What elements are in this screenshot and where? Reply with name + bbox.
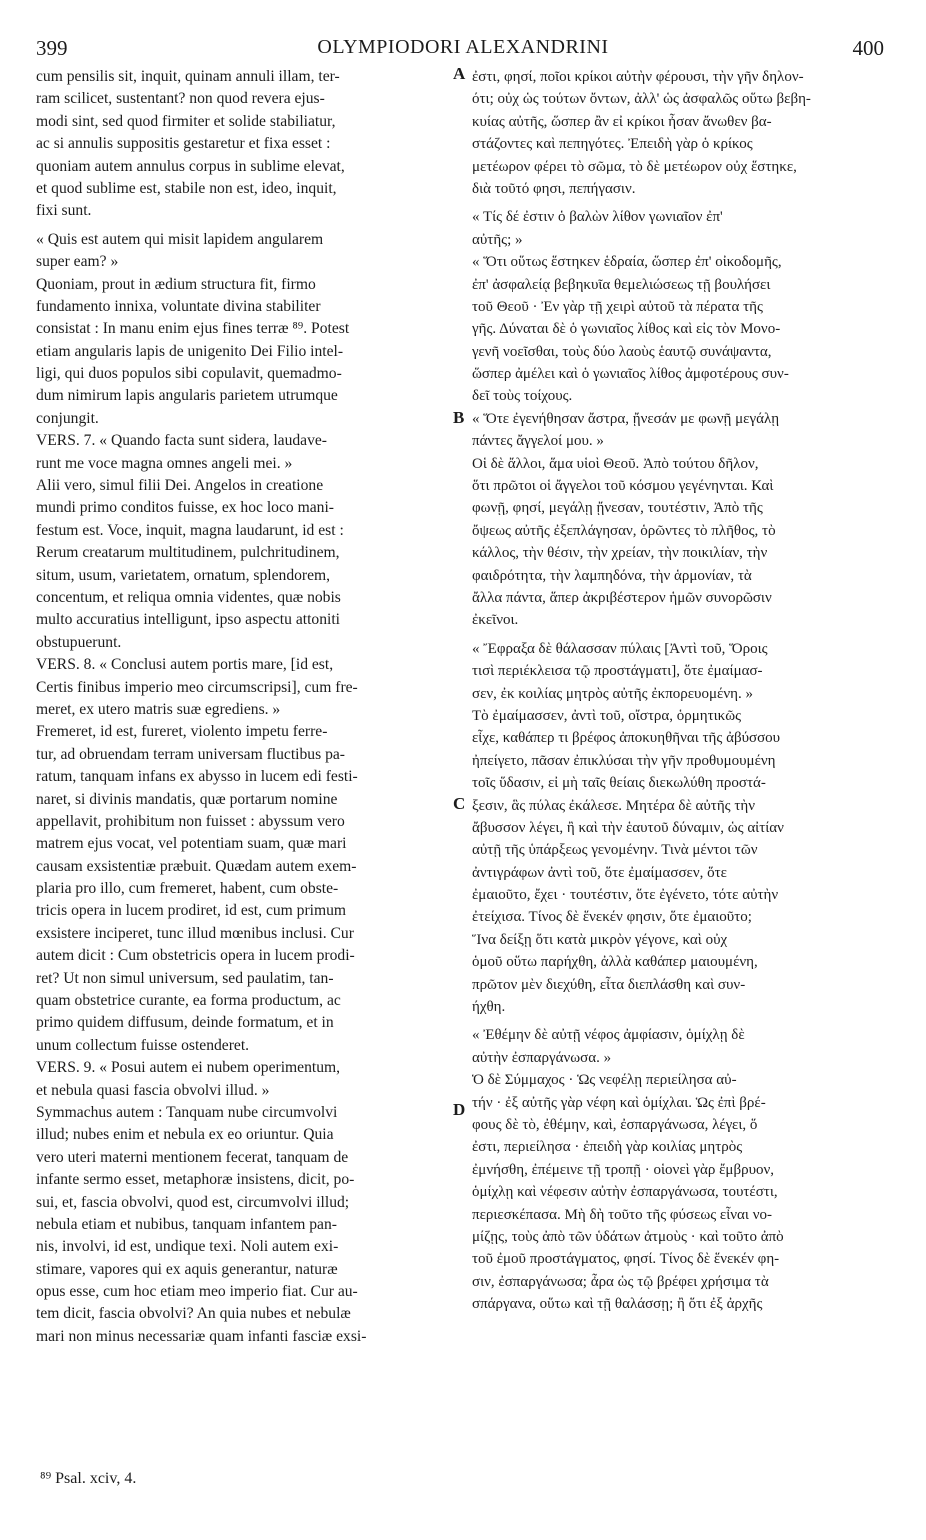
text-line: ac si annulis suppositis gestaretur et fixa esset : [36, 135, 331, 153]
text-line: διὰ τοῦτό φησι, πεπήγασιν. [472, 180, 636, 197]
text-line: quoniam autem annulus corpus in sublime elevat, [36, 157, 345, 175]
text-line: naret, si divinis mandatis, quæ portarum nomine [36, 790, 338, 808]
text-line: opus esse, cum hoc etiam meo imperio fiat. Cur au- [36, 1283, 358, 1301]
text-line: VERS. 8. « Conclusi autem portis mare, [id est, [36, 656, 334, 674]
running-title: OLYMPIODORI ALEXANDRINI [317, 36, 609, 58]
text-line: Symmachus autem : Tanquam nube circumvolvi [36, 1103, 338, 1121]
text-line: Fremeret, id est, fureret, violento impetu ferre- [36, 723, 328, 741]
text-line: κυίας αὐτῆς, ὥσπερ ἂν εἰ κρίκοι ἦσαν ἄνωθεν βα- [472, 113, 772, 130]
text-line: στάζοντες καὶ πεπηγότες. Ἐπειδὴ γὰρ ὁ κρίκος [472, 136, 753, 153]
text-line: VERS. 9. « Posui autem ei nubem operimentum, [36, 1059, 341, 1077]
text-line: « Τίς δέ ἐστιν ὁ βαλὼν λίθον γωνιαῖον ἐπ' [472, 209, 723, 226]
latin-column [36, 66, 448, 1348]
text-line: modi sint, sed quod firmiter et solide stabiliatur, [36, 112, 336, 130]
text-line: τήν · ἐξ αὐτῆς γὰρ νέφη καὶ ὁμίχλαι. Ὡς ἐπὶ βρέ- [472, 1094, 766, 1111]
text-line: τοῖς ὕδασιν, εἰ μὴ ταῖς θείαις διεκωλύθη προστά- [472, 775, 766, 792]
text-line: Ἵνα δείξῃ ὅτι κατὰ μικρὸν γέγονε, καὶ οὐχ [472, 931, 728, 948]
text-line: ret? Ut non simul universum, sed paulatim, tan- [36, 969, 334, 987]
margin-marker-d: D [453, 1100, 466, 1119]
text-line: vero uteri materni mentionem fecerat, tanquam de [36, 1148, 349, 1166]
text-line: πάντες ἄγγελοί μου. » [472, 433, 604, 450]
text-line: ἠπείγετο, πᾶσαν ἐπικλύσαι τὴν γῆν προθυμουμένη [472, 752, 776, 769]
text-line: φωνῇ, φησί, μεγάλῃ ᾔνεσαν, τουτέστιν, Ἀπὸ τῆς [472, 500, 763, 517]
text-line: « Ἔφραξα δὲ θάλασσαν πύλαις [Ἀντὶ τοῦ, Ὅροις [472, 640, 768, 657]
text-line: conjungit. [36, 409, 99, 427]
text-line: tricis opera in lucem prodiret, id est, cum primum [36, 902, 347, 920]
text-line: plaria pro illo, cum fremeret, habent, cum obste- [36, 880, 339, 898]
text-line: infante sermo esset, metaphoræ insistens, dicit, po- [36, 1171, 355, 1189]
text-line: ἄλλα πάντα, ἅπερ ἀκριβέστερον ἡμῶν συνορῶσιν [472, 589, 772, 606]
text-line: VERS. 7. « Quando facta sunt sidera, laudave- [36, 432, 328, 450]
text-line: αὐτῆς; » [472, 231, 523, 248]
text-line: ήχθη. [472, 999, 506, 1016]
text-line: εἶχε, καθάπερ τι βρέφος ἀποκυηθῆναι τῆς ἀβύσσου [472, 730, 781, 747]
text-line: multo accuratius intelligunt, ipso aspectu attoniti [36, 611, 341, 629]
text-line: Ὁ δὲ Σύμμαχος · Ὡς νεφέλῃ περιείλησα αὐ- [472, 1072, 737, 1089]
text-line: super eam? » [36, 253, 119, 271]
text-line: nebula etiam et nubibus, tanquam infantem pan- [36, 1215, 337, 1233]
text-line: quam obstetrice curante, ea forma productum, ac [36, 992, 341, 1010]
text-line: festum est. Voce, inquit, magna laudarunt, id est : [36, 521, 344, 539]
text-line: τοῦ ἐμοῦ προστάγματος, φησί. Τίνος δὲ ἕνεκέν φη- [472, 1251, 780, 1268]
text-line: obstupuerunt. [36, 633, 122, 651]
page-header [0, 36, 926, 66]
text-line: τοῦ Θεοῦ · Ἐν γὰρ τῇ χειρὶ αὐτοῦ τὰ πέρατα τῆς [472, 298, 763, 315]
text-line: « Quis est autem qui misit lapidem angularem [36, 230, 324, 248]
text-line: ότι; οὐχ ὡς τούτων ὄντων, ἀλλ' ὡς ἀσφαλῶς οὕτω βεβη- [472, 91, 811, 108]
text-line: σιν, ἐσπαργάνωσα; ἆρα ὡς τῷ βρέφει χρήσιμα τὰ [472, 1273, 769, 1290]
margin-marker-a: A [453, 64, 466, 83]
text-line: Rerum creatarum multitudinem, pulchritudinem, [36, 544, 340, 562]
text-line: cum pensilis sit, inquit, quinam annuli illam, ter- [36, 68, 340, 85]
text-line: tem dicit, fascia obvolvi? An quia nubes et nebulæ [36, 1305, 351, 1323]
text-line: Quoniam, prout in ædium structura fit, firmo [36, 275, 316, 293]
text-line: mundi primo conditos fuisse, ex hoc loco mani- [36, 499, 334, 517]
text-line: causam exsistentiæ præbuit. Quædam autem exem- [36, 857, 357, 875]
text-line: αὐτῇ τῆς ὑπάρξεως γενομένην. Τινὰ μέντοι τῶν [472, 842, 758, 859]
text-line: μίζῃς, τοὺς ἀπὸ τῶν ὑδάτων ἀτμοὺς · καὶ τοῦτο ἀπὸ [472, 1228, 784, 1245]
text-line: autem dicit : Cum obstetricis opera in lucem prodi- [36, 947, 355, 965]
text-line: ξεσιν, ἃς πύλας ἐκάλεσε. Μητέρα δὲ αὐτῆς τὴν [472, 797, 756, 814]
text-line: Τὸ ἐμαίμασσεν, ἀντὶ τοῦ, οἴστρα, ὁρμητικῶς [472, 707, 742, 724]
text-line: ram scilicet, sustentant? non quod revera ejus- [36, 90, 325, 108]
text-line: δεῖ τοὺς τοίχους. [472, 388, 573, 405]
text-line: κάλλος, τὴν θέσιν, τὴν χρείαν, τὴν ποικιλίαν, τὴν [472, 545, 768, 562]
text-line: γενῆ νοεῖσθαι, τοὺς δύο λαοὺς ἑαυτῷ συνάψαντα, [472, 343, 772, 360]
text-line: concentum, et reliqua omnia videntes, quæ nobis [36, 588, 341, 606]
text-line: ἀντιγράφων ἀντὶ τοῦ, ὅτε ἐμαίμασσεν, ὅτε [472, 864, 727, 881]
text-line: « Ὅτε ἐγενήθησαν ἄστρα, ᾔνεσάν με φωνῇ μεγάλῃ [472, 410, 780, 427]
text-line: Alii vero, simul filii Dei. Angelos in creatione [36, 477, 324, 495]
text-line: unum collectum fuisse ostenderet. [36, 1036, 250, 1054]
text-line: fundamento innixa, voluntate divina stabiliter [36, 297, 321, 315]
text-line: ὥσπερ ἀμέλει καὶ ὁ γωνιαῖος λίθος ἀμφοτέρους συν- [472, 366, 789, 383]
text-line: ἐστι, περιείλησα · ἐπειδὴ γὰρ κοιλίας μητρὸς [472, 1139, 743, 1156]
margin-marker-b: B [453, 408, 465, 427]
text-line: ratum, tanquam infans ex abysso in lucem edi festi- [36, 768, 358, 786]
text-line: πρῶτον μὲν διεχύθη, εἶτα διεπλάσθη καὶ συν- [472, 976, 746, 993]
text-line: stimare, vapores qui ex aquis generantur, naturæ [36, 1260, 338, 1278]
text-line: σεν, ἐκ κοιλίας μητρὸς αὐτῆς ἐκπορευομένη. » [472, 685, 753, 702]
text-line: περιεσκέπασα. Μὴ δὴ τοῦτο τῆς φύσεως εἶναι νο- [472, 1206, 772, 1223]
text-line: αὐτὴν ἐσπαργάνωσα. » [472, 1049, 612, 1066]
text-line: runt me voce magna omnes angeli mei. » [36, 454, 293, 472]
text-line: sui, et, fascia obvolvi, quod est, circumvolvi illud; [36, 1193, 350, 1211]
text-line: et nebula quasi fascia obvolvi illud. » [36, 1081, 270, 1099]
text-line: ἐκεῖνοι. [472, 612, 519, 629]
text-line: ἐτείχισα. Τίνος δὲ ἕνεκέν φησιν, ὅτε ἐμαιοῦτο; [472, 909, 752, 926]
text-line: ligi, qui duos populos sibi copulavit, quemadmo- [36, 365, 342, 383]
text-line: « Ἐθέμην δὲ αὐτῇ νέφος ἀμφίασιν, ὁμίχλῃ δὲ [472, 1027, 745, 1044]
text-line: τισὶ περιέκλεισα τῷ προστάγματι], ὅτε ἐμαίμασ- [472, 663, 763, 680]
text-line: mari non minus necessariæ quam infanti fasciæ exsi- [36, 1327, 367, 1345]
text-line: tur, ad obruendam terram universam fluctibus pa- [36, 745, 345, 763]
text-line: σπάργανα, οὕτω καὶ τῇ θαλάσσῃ; ἢ ὅτι ἐξ ἀρχῆς [472, 1296, 763, 1313]
text-line: ἐμνήσθη, ἐπέμεινε τῇ τροπῇ · οἱονεὶ γὰρ ἔμβρυον, [472, 1161, 775, 1178]
greek-column [472, 66, 896, 1315]
text-line: « Ὅτι οὕτως ἕστηκεν ἑδραία, ὥσπερ ἐπ' οἰκοδομῆς, [472, 254, 782, 271]
text-line: ἐπ' ἀσφαλείᾳ βεβηκυῖα θεμελιώσεως τῇ βουλήσει [472, 276, 771, 293]
text-line: ἐστι, φησί, ποῖοι κρίκοι αὐτὴν φέρουσι, τὴν γῆν δηλον- [472, 69, 804, 85]
text-line: situm, usum, varietatem, ornatum, splendorem, [36, 566, 331, 584]
text-line: etiam angularis lapis de unigenito Dei Filio intel- [36, 342, 344, 360]
text-line: appellavit, prohibitum non fuisset : abyssum vero [36, 812, 345, 830]
margin-marker-c: C [453, 794, 466, 813]
text-line: matrem ejus vocat, vel potentiam suam, quæ mari [36, 835, 347, 853]
text-line: meret, ex utero matris suæ egrediens. » [36, 700, 281, 718]
text-line: et quod sublime est, stabile non est, ideo, inquit, [36, 179, 337, 197]
text-line: γῆς. Δύναται δὲ ὁ γωνιαῖος λίθος καὶ εἰς τὸν Μονο- [472, 321, 781, 338]
text-line: dum nimirum lapis angularis parietem utrumque [36, 387, 338, 405]
text-line: ἄβυσσον λέγει, ἢ καὶ τὴν ἑαυτοῦ δύναμιν, ὡς αἰτίαν [472, 819, 784, 836]
text-line: φαιδρότητα, τὴν λαμπηδόνα, τὴν ἁρμονίαν, τὰ [472, 567, 752, 584]
footnote: ⁸⁹ Psal. xciv, 4. [40, 1470, 137, 1487]
text-line: ἐμαιοῦτο, ἔχει · τουτέστιν, ὅτε ἐγένετο, τότε αὐτὴν [472, 887, 779, 904]
page-number-right: 400 [852, 36, 884, 60]
text-line: Οἱ δὲ ἄλλοι, ἅμα υἱοὶ Θεοῦ. Ἀπὸ τούτου δῆλον, [472, 455, 759, 472]
text-line: consistat : In manu enim ejus fines terræ ⁸⁹. Potest [36, 320, 350, 338]
text-line: Certis finibus imperio meo circumscripsi], cum fre- [36, 678, 358, 696]
text-line: μετέωρον φέρει τὸ σῶμα, τὸ δὲ μετέωρον οὐχ ἕστηκε, [472, 158, 797, 175]
page-number-left: 399 [36, 36, 68, 60]
text-line: φους δὲ τὸ, ἐθέμην, καὶ, ἐσπαργάνωσα, λέγει, ὅ [472, 1116, 758, 1133]
text-line: exsistere inciperet, tunc illud mœnibus inclusi. Cur [36, 924, 354, 942]
text-line: nis, involvi, id est, undique texi. Noli autem exi- [36, 1238, 339, 1256]
text-line: ὄψεως αὐτῆς ἐξεπλάγησαν, ὁρῶντες τὸ πλῆθος, τὸ [472, 522, 776, 539]
text-line: illud; nubes enim et nebula ex eo oriuntur. Quia [36, 1126, 334, 1144]
text-line: ὅτι πρῶτοι οἱ ἄγγελοι τοῦ κόσμου γεγένηνται. Καὶ [472, 478, 774, 495]
text-line: ὁμίχλῃ καὶ νέφεσιν αὐτὴν ἐσπαργάνωσα, τουτέστι, [472, 1184, 778, 1201]
text-line: primo quidem diffusum, deinde formatum, et in [36, 1014, 334, 1032]
text-line: fixi sunt. [36, 202, 92, 220]
text-line: ὁμοῦ οὕτω παρήχθη, ἀλλὰ καθάπερ μαιουμένη, [472, 954, 758, 971]
